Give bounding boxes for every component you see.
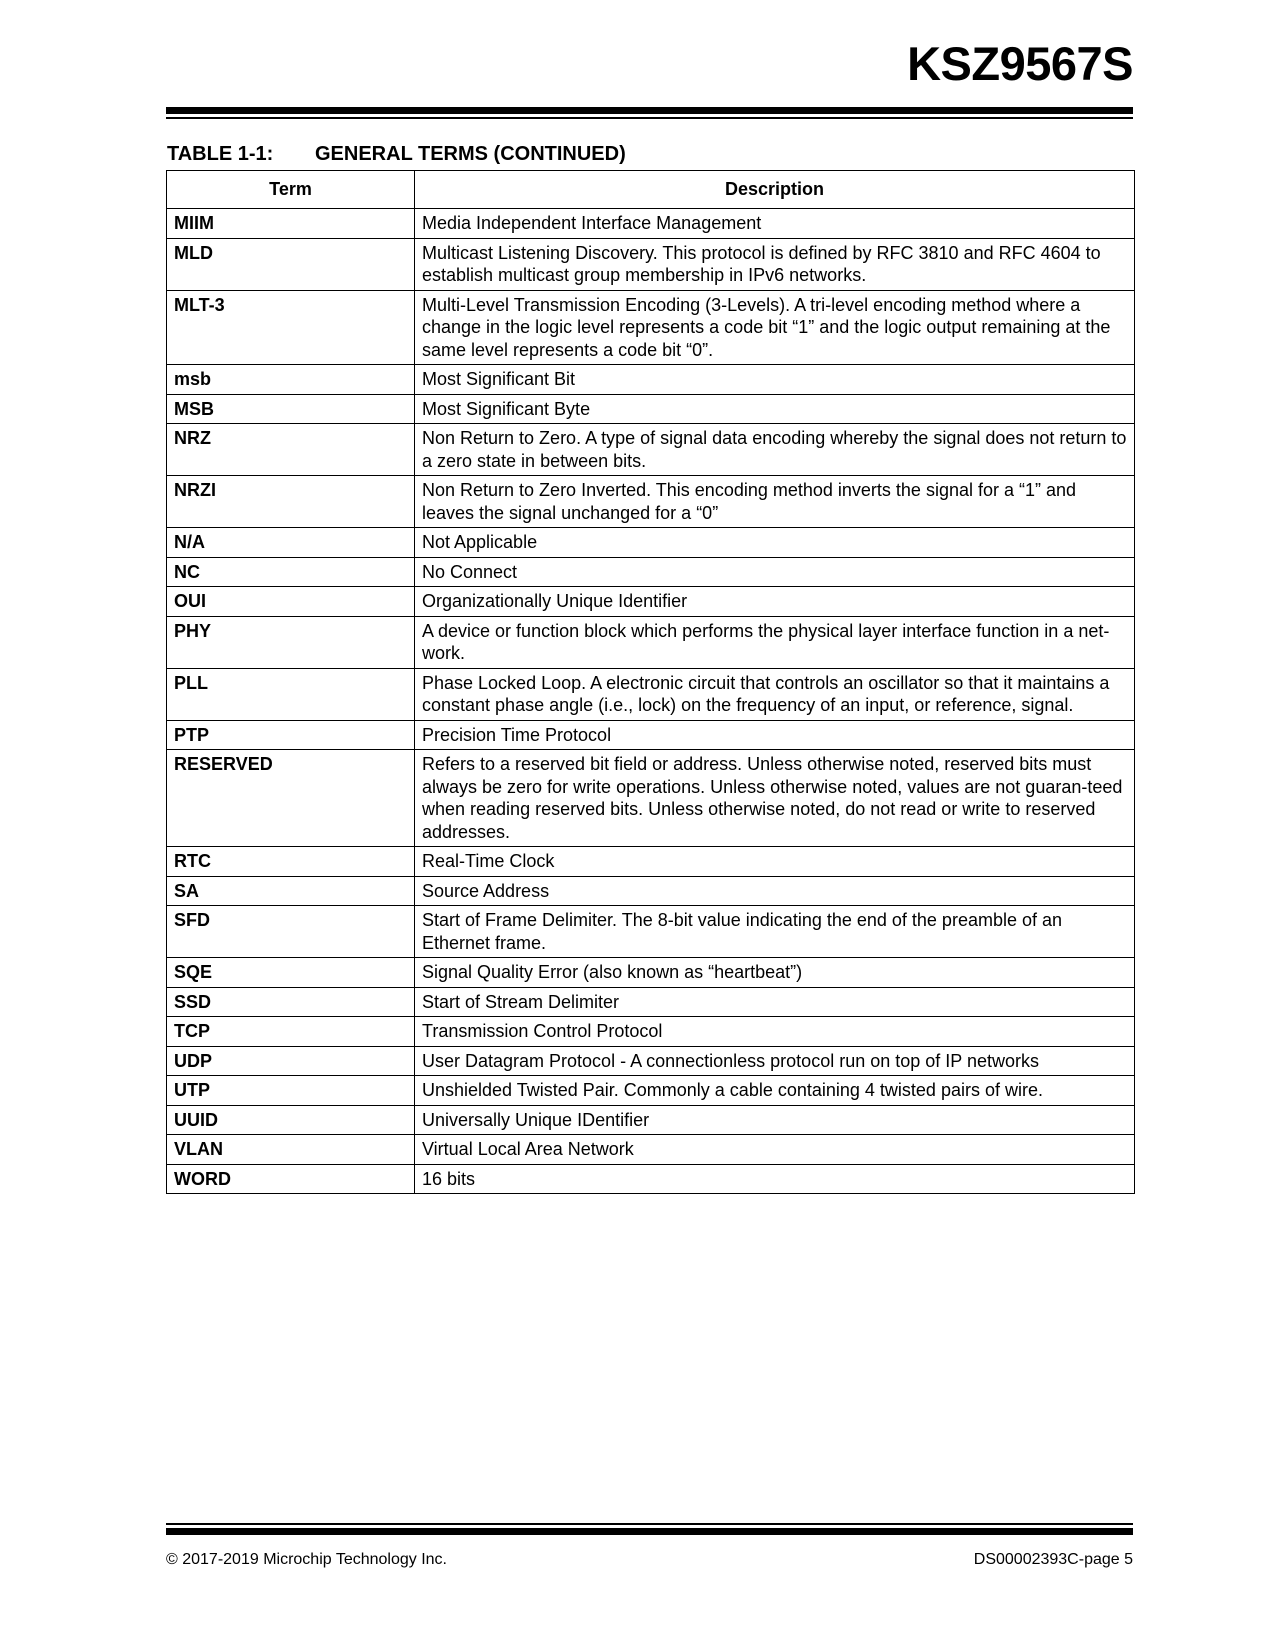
table-row (167, 1076, 1135, 1106)
term-cell: MSB (167, 394, 415, 424)
table-row (167, 1135, 1135, 1165)
table-row (167, 365, 1135, 395)
header-rule-thin (166, 117, 1133, 119)
table-row (167, 847, 1135, 877)
description-cell: Media Independent Interface Management (415, 209, 1135, 239)
table-row (167, 1017, 1135, 1047)
description-cell: Refers to a reserved bit field or address. Unless otherwise noted, reserved bits must always be zero for write operations. Unless otherwise noted, values are not guaran-teed when reading reserved bits. Unless otherwise noted, do not read or write to reserved addresses. (415, 750, 1135, 847)
table-row (167, 1105, 1135, 1135)
description-cell: User Datagram Protocol - A connectionless protocol run on top of IP networks (415, 1046, 1135, 1076)
term-cell: UTP (167, 1076, 415, 1106)
description-cell: Not Applicable (415, 528, 1135, 558)
description-cell: Transmission Control Protocol (415, 1017, 1135, 1047)
term-cell: MLT-3 (167, 290, 415, 365)
table-row (167, 209, 1135, 239)
description-cell: Organizationally Unique Identifier (415, 587, 1135, 617)
table-row (167, 424, 1135, 476)
description-cell: Most Significant Bit (415, 365, 1135, 395)
footer-copyright: © 2017-2019 Microchip Technology Inc. (166, 1551, 447, 1568)
term-cell: MLD (167, 238, 415, 290)
term-cell: SQE (167, 958, 415, 988)
description-cell: Multicast Listening Discovery. This protocol is defined by RFC 3810 and RFC 4604 to establish multicast group membership in IPv6 networks. (415, 238, 1135, 290)
table-row (167, 557, 1135, 587)
table-header-row (167, 171, 1135, 209)
table-row (167, 876, 1135, 906)
description-cell: Phase Locked Loop. A electronic circuit that controls an oscillator so that it maintains a constant phase angle (i.e., lock) on the frequency of an input, or reference, signal. (415, 668, 1135, 720)
term-cell: VLAN (167, 1135, 415, 1165)
description-cell: Start of Frame Delimiter. The 8-bit value indicating the end of the preamble of an Ethernet frame. (415, 906, 1135, 958)
term-cell: SSD (167, 987, 415, 1017)
table-row (167, 616, 1135, 668)
table-row (167, 987, 1135, 1017)
description-cell: Unshielded Twisted Pair. Commonly a cable containing 4 twisted pairs of wire. (415, 1076, 1135, 1106)
description-cell: Multi-Level Transmission Encoding (3-Levels). A tri-level encoding method where a change in the logic level represents a code bit “1” and the logic output remaining at the same level represents a code bit “0”. (415, 290, 1135, 365)
description-cell: Most Significant Byte (415, 394, 1135, 424)
table-caption-title: GENERAL TERMS (CONTINUED) (315, 143, 626, 165)
term-cell: TCP (167, 1017, 415, 1047)
footer-page-id: DS00002393C-page 5 (973, 1551, 1133, 1568)
table-row (167, 476, 1135, 528)
description-cell: Precision Time Protocol (415, 720, 1135, 750)
term-cell: NRZ (167, 424, 415, 476)
description-cell: Non Return to Zero. A type of signal data encoding whereby the signal does not return to a zero state in between bits. (415, 424, 1135, 476)
term-cell: PLL (167, 668, 415, 720)
general-terms-table (166, 170, 1135, 1194)
footer-rule-thin (166, 1523, 1133, 1525)
table-row (167, 906, 1135, 958)
term-cell: SA (167, 876, 415, 906)
term-cell: WORD (167, 1164, 415, 1194)
description-cell: Non Return to Zero Inverted. This encoding method inverts the signal for a “1” and leaves the signal unchanged for a “0” (415, 476, 1135, 528)
table-row (167, 750, 1135, 847)
term-cell: msb (167, 365, 415, 395)
doc-title: KSZ9567S (907, 37, 1133, 90)
term-cell: NC (167, 557, 415, 587)
column-header-term: Term (167, 171, 415, 209)
table-row (167, 1164, 1135, 1194)
table-row (167, 528, 1135, 558)
term-cell: MIIM (167, 209, 415, 239)
table-row (167, 720, 1135, 750)
table-caption (167, 142, 626, 166)
term-cell: SFD (167, 906, 415, 958)
term-cell: N/A (167, 528, 415, 558)
footer-rule-thick (166, 1528, 1133, 1535)
description-cell: 16 bits (415, 1164, 1135, 1194)
description-cell: No Connect (415, 557, 1135, 587)
table-row (167, 587, 1135, 617)
term-cell: RESERVED (167, 750, 415, 847)
description-cell: A device or function block which performs the physical layer interface function in a net-work. (415, 616, 1135, 668)
table-row (167, 290, 1135, 365)
description-cell: Start of Stream Delimiter (415, 987, 1135, 1017)
description-cell: Universally Unique IDentifier (415, 1105, 1135, 1135)
term-cell: RTC (167, 847, 415, 877)
term-cell: PTP (167, 720, 415, 750)
description-cell: Real-Time Clock (415, 847, 1135, 877)
term-cell: UUID (167, 1105, 415, 1135)
term-cell: UDP (167, 1046, 415, 1076)
term-cell: OUI (167, 587, 415, 617)
description-cell: Signal Quality Error (also known as “heartbeat”) (415, 958, 1135, 988)
table-row (167, 394, 1135, 424)
table-row (167, 238, 1135, 290)
header-rule-thick (166, 107, 1133, 114)
table-row (167, 1046, 1135, 1076)
term-cell: PHY (167, 616, 415, 668)
table-body (167, 209, 1135, 1194)
column-header-description: Description (415, 171, 1135, 209)
table-caption-number: TABLE 1-1: (167, 143, 274, 165)
description-cell: Source Address (415, 876, 1135, 906)
term-cell: NRZI (167, 476, 415, 528)
table-row (167, 668, 1135, 720)
table-row (167, 958, 1135, 988)
description-cell: Virtual Local Area Network (415, 1135, 1135, 1165)
